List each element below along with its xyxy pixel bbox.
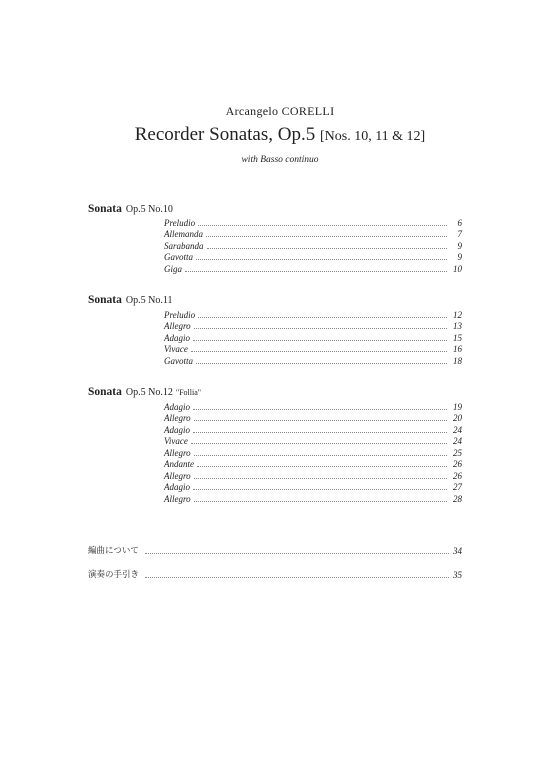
movement-name: Allegro <box>164 413 191 423</box>
composer-name: Arcangelo CORELLI <box>225 104 335 118</box>
section-nickname: "Follia" <box>175 388 202 397</box>
toc-entry-arrangement-notes[interactable] <box>88 544 462 556</box>
sonata-section-10 <box>88 203 468 215</box>
title-numbers: [Nos. 10, 11 & 12] <box>319 129 426 144</box>
movement-name: Allegro <box>164 470 191 481</box>
movement-name: Adagio <box>164 332 190 343</box>
page-number: 13 <box>453 321 462 331</box>
movement-name: Allegro <box>164 493 191 504</box>
movement-name: Vivace <box>164 436 188 446</box>
page-number: 24 <box>453 424 462 435</box>
page-number: 6 <box>457 217 462 228</box>
leader-dots <box>191 351 447 352</box>
leader-dots <box>194 420 447 421</box>
leader-dots <box>145 553 449 554</box>
leader-dots <box>206 236 447 237</box>
page-number: 27 <box>453 482 462 492</box>
page-number: 7 <box>457 229 462 239</box>
leader-dots <box>194 501 447 502</box>
movement-name: Allegro <box>164 321 191 331</box>
movement-name: Preludio <box>164 217 196 228</box>
movement-name: Giga <box>164 263 182 274</box>
movement-name: Vivace <box>164 344 188 354</box>
page-number: 34 <box>453 546 462 556</box>
leader-dots <box>193 409 447 410</box>
toc-entry[interactable] <box>164 400 462 412</box>
sonata-section-12 <box>88 386 468 398</box>
toc-entry[interactable] <box>164 251 462 263</box>
section-opus: Op.5 No.12 <box>125 387 173 398</box>
collection-subtitle: with Basso continuo <box>241 155 319 165</box>
movement-name: Gavotta <box>164 252 193 262</box>
toc-entry-performance-guide[interactable] <box>88 568 462 580</box>
movement-name: Allemanda <box>164 229 203 239</box>
leader-dots <box>191 443 447 444</box>
toc-entry[interactable] <box>164 423 462 435</box>
page-number: 19 <box>453 401 462 412</box>
movement-list-10 <box>164 216 462 274</box>
movement-name: Andante <box>164 459 194 469</box>
leader-dots <box>198 225 447 226</box>
leader-dots <box>194 328 447 329</box>
page-number: 9 <box>457 252 462 262</box>
page-number: 10 <box>453 263 462 274</box>
page-number: 9 <box>457 240 462 251</box>
movement-name: Adagio <box>164 424 190 435</box>
toc-entry[interactable] <box>164 343 462 355</box>
section-label: Sonata <box>88 203 122 215</box>
page-number: 28 <box>453 493 462 504</box>
page-number: 35 <box>453 570 462 580</box>
toc-entry[interactable] <box>164 308 462 320</box>
leader-dots <box>197 466 447 467</box>
toc-entry[interactable] <box>164 412 462 424</box>
toc-entry[interactable] <box>164 481 462 493</box>
toc-entry[interactable] <box>164 435 462 447</box>
extra-entry-name: 編曲について <box>88 546 139 556</box>
page-number: 16 <box>453 344 462 354</box>
page-number: 26 <box>453 470 462 481</box>
leader-dots <box>193 340 447 341</box>
toc-entry[interactable] <box>164 354 462 366</box>
leader-dots <box>198 317 447 318</box>
toc-entry[interactable] <box>164 320 462 332</box>
toc-entry[interactable] <box>164 446 462 458</box>
leader-dots <box>196 259 447 260</box>
leader-dots <box>194 478 447 479</box>
toc-entry[interactable] <box>164 331 462 343</box>
movement-list-11 <box>164 308 462 366</box>
movement-name: Allegro <box>164 447 191 458</box>
extra-entry-name: 演奏の手引き <box>88 570 140 580</box>
leader-dots <box>193 489 447 490</box>
toc-entry[interactable] <box>164 216 462 228</box>
section-label: Sonata <box>88 386 122 398</box>
leader-dots <box>207 248 447 249</box>
section-opus: Op.5 No.10 <box>125 204 173 215</box>
movement-list-12 <box>164 400 462 504</box>
movement-name: Preludio <box>164 309 196 320</box>
page-number: 24 <box>453 436 462 446</box>
section-label: Sonata <box>88 294 122 306</box>
page-number: 25 <box>453 447 462 458</box>
page-number: 12 <box>453 309 462 320</box>
page-number: 18 <box>453 355 462 366</box>
title-main: Recorder Sonatas, Op.5 <box>134 124 316 145</box>
toc-entry[interactable] <box>164 458 462 470</box>
movement-name: Sarabanda <box>164 240 204 251</box>
movement-name: Adagio <box>164 401 190 412</box>
sonata-section-11 <box>88 294 468 306</box>
toc-entry[interactable] <box>164 228 462 240</box>
movement-name: Gavotta <box>164 355 193 366</box>
section-opus: Op.5 No.11 <box>125 295 173 306</box>
section-heading <box>88 386 468 398</box>
collection-title <box>0 124 560 146</box>
movement-name: Adagio <box>164 482 190 492</box>
toc-entry[interactable] <box>164 492 462 504</box>
section-heading <box>88 294 468 306</box>
leader-dots <box>193 432 447 433</box>
leader-dots <box>194 455 447 456</box>
leader-dots <box>196 363 447 364</box>
page-number: 26 <box>453 459 462 469</box>
leader-dots <box>145 577 449 578</box>
page-number: 15 <box>453 332 462 343</box>
section-heading <box>88 203 468 215</box>
toc-entry[interactable] <box>164 239 462 251</box>
toc-entry[interactable] <box>164 469 462 481</box>
leader-dots <box>185 271 447 272</box>
page-number: 20 <box>453 413 462 423</box>
toc-entry[interactable] <box>164 262 462 274</box>
